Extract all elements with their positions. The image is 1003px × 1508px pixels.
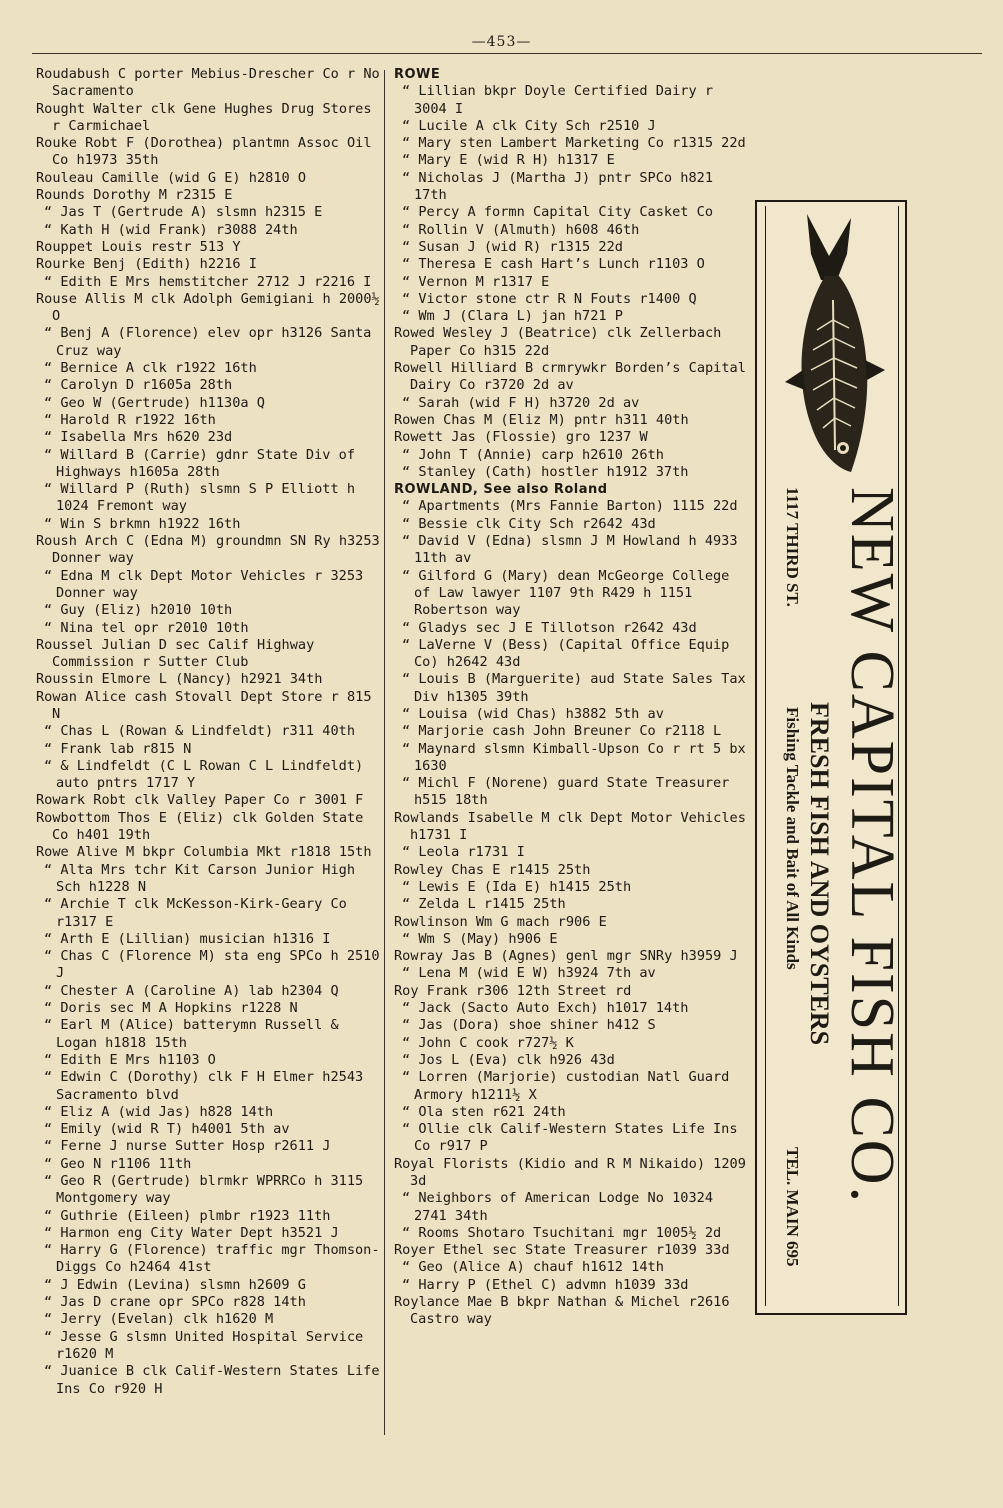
directory-entry: Royer Ethel sec State Treasurer r1039 33d (394, 1242, 730, 1259)
directory-entry: “ Doris sec M A Hopkins r1228 N (44, 1000, 298, 1017)
directory-entry: “ Ola sten r621 24th (402, 1103, 566, 1120)
ad-phone: TEL. MAIN 695 (783, 1147, 802, 1267)
directory-entry: “ Bernice A clk r1922 16th (44, 360, 257, 377)
directory-entry: Roussel Julian D sec Calif Highway Commission r Sutter Club (36, 636, 315, 671)
directory-entry: “ Apartments (Mrs Fannie Barton) 1115 22d (402, 498, 738, 515)
directory-entry: Rouppet Louis restr 513 Y (36, 238, 241, 255)
directory-entry: “ Harold R r1922 16th (44, 411, 216, 428)
fish-icon (777, 210, 887, 480)
directory-entry: “ Harmon eng City Water Dept h3521 J (44, 1224, 339, 1241)
directory-entry: “ Percy A formn Capital City Casket Co (402, 204, 713, 221)
directory-entry: “ John C cook r727½ K (402, 1034, 574, 1051)
directory-entry: “ Gladys sec J E Tillotson r2642 43d (402, 619, 697, 636)
directory-entry: “ Earl M (Alice) batterymn Russell & Logan h1818 15th (44, 1017, 339, 1051)
directory-entry: Rowed Wesley J (Beatrice) clk Zellerbach Paper Co h315 22d (394, 325, 722, 359)
directory-entry: “ Mary sten Lambert Marketing Co r1315 22d (402, 135, 746, 152)
directory-entry: “ Jas D crane opr SPCo r828 14th (44, 1294, 306, 1311)
directory-entry: Rought Walter clk Gene Hughes Drug Stores r Carmichael (36, 100, 372, 134)
directory-entry: “ Wm S (May) h906 E (402, 930, 558, 947)
directory-entry: “ Jas (Dora) shoe shiner h412 S (402, 1017, 656, 1034)
directory-entry: “ Sarah (wid F H) h3720 2d av (402, 394, 640, 411)
directory-entry: “ Ferne J nurse Sutter Hosp r2611 J (44, 1138, 331, 1155)
directory-entry: “ Isabella Mrs h620 23d (44, 429, 233, 446)
directory-entry: “ John T (Annie) carp h2610 26th (402, 446, 664, 463)
ad-tagline: FRESH FISH AND OYSTERS (805, 702, 834, 1046)
directory-entry: “ Jas T (Gertrude A) slsmn h2315 E (44, 204, 323, 221)
ad-company-name: NEW CAPITAL FISH CO. (838, 487, 906, 1205)
directory-entry: “ Eliz A (wid Jas) h828 14th (44, 1103, 274, 1120)
directory-entry: “ Bessie clk City Sch r2642 43d (402, 515, 656, 532)
directory-entry: Rowell Hilliard B crmrywkr Borden’s Capital Dairy Co r3720 2d av (394, 360, 746, 394)
directory-entry: Rowlands Isabelle M clk Dept Motor Vehicles h1731 I (394, 809, 746, 844)
directory-entry: “ J Edwin (Levina) slsmn h2609 G (44, 1276, 306, 1293)
directory-entry: “ Leola r1731 I (402, 844, 525, 861)
directory-entry: “ Chas L (Rowan & Lindfeldt) r311 40th (44, 723, 355, 740)
directory-entry: “ Mary E (wid R H) h1317 E (402, 152, 615, 169)
directory-entry: “ Geo R (Gertrude) blrmkr WPRRCo h 3115 Montgomery way (44, 1173, 364, 1207)
directory-entry: “ Zelda L r1415 25th (402, 896, 566, 913)
directory-entry: “ Emily (wid R T) h4001 5th av (44, 1121, 290, 1138)
directory-entry: “ Theresa E cash Hart’s Lunch r1103 O (402, 256, 705, 273)
advertisement (755, 200, 907, 1315)
directory-entry: “ Arth E (Lillian) musician h1316 I (44, 930, 331, 947)
directory-entry: “ Stanley (Cath) hostler h1912 37th (402, 463, 689, 480)
directory-entry: Rowbottom Thos E (Eliz) clk Golden State Co h401 19th (36, 809, 364, 844)
directory-entry: “ Edna M clk Dept Motor Vehicles r 3253 Donner way (44, 567, 364, 601)
directory-entry: Rouse Allis M clk Adolph Gemigiani h 2000½ O (36, 290, 380, 325)
directory-entry: Rounds Dorothy M r2315 E (36, 187, 233, 204)
directory-entry: “ Wm J (Clara L) jan h721 P (402, 308, 623, 325)
directory-entry: “ Victor stone ctr R N Fouts r1400 Q (402, 290, 697, 307)
ad-address: 1117 THIRD ST. (783, 487, 802, 607)
directory-entry: “ Neighbors of American Lodge No 10324 2741 34th (402, 1190, 713, 1224)
directory-entry: “ Gilford G (Mary) dean McGeorge College of Law lawyer 1107 9th R429 h 1151 Robertson way (402, 567, 730, 619)
directory-entry: “ Frank lab r815 N (44, 740, 192, 757)
ad-text-rotated (762, 487, 906, 1287)
directory-entry: “ Marjorie cash John Breuner Co r2118 L (402, 723, 722, 740)
directory-entry: “ Rooms Shotaro Tsuchitani mgr 1005½ 2d (402, 1224, 722, 1241)
directory-entry: Rowen Chas M (Eliz M) pntr h311 40th (394, 411, 689, 428)
directory-entry: Roy Frank r306 12th Street rd (394, 982, 632, 999)
directory-entry: “ Edwin C (Dorothy) clk F H Elmer h2543 Sacramento blvd (44, 1069, 364, 1103)
directory-entry: Roussin Elmore L (Nancy) h2921 34th (36, 671, 323, 688)
directory-entry: “ LaVerne V (Bess) (Capital Office Equip Co) h2642 43d (402, 636, 730, 671)
directory-entry: “ Harry G (Florence) traffic mgr Thomson-Diggs Co h2464 41st (44, 1242, 380, 1276)
directory-entry: Rouke Robt F (Dorothea) plantmn Assoc Oil Co h1973 35th (36, 135, 372, 169)
directory-entry: “ Willard P (Ruth) slsmn S P Elliott h 1024 Fremont way (44, 481, 355, 515)
directory-entry: “ Lewis E (Ida E) h1415 25th (402, 878, 632, 895)
directory-entry: “ Michl F (Norene) guard State Treasurer h515 18th (402, 775, 730, 809)
directory-entry: Roush Arch C (Edna M) groundmn SN Ry h3253 Donner way (36, 533, 380, 567)
directory-entry: Rowark Robt clk Valley Paper Co r 3001 F (36, 792, 364, 809)
directory-entry: “ Lena M (wid E W) h3924 7th av (402, 965, 656, 982)
directory-entry: “ Lucile A clk City Sch r2510 J (402, 117, 656, 134)
directory-entry: “ Maynard slsmn Kimball-Upson Co r rt 5 bx 1630 (402, 740, 746, 774)
directory-entry: “ Jesse G slsmn United Hospital Service r1620 M (44, 1328, 364, 1362)
directory-entry: “ Louis B (Marguerite) aud State Sales Tax Div h1305 39th (402, 671, 746, 705)
directory-entry: Rouleau Camille (wid G E) h2810 O (36, 169, 307, 186)
directory-entry: Roylance Mae B bkpr Nathan & Michel r2616 Castro way (394, 1294, 730, 1328)
directory-entry: Royal Florists (Kidio and R M Nikaido) 1209 3d (394, 1155, 746, 1189)
directory-entry: “ Chester A (Caroline A) lab h2304 Q (44, 982, 339, 999)
directory-entry: Rowley Chas E r1415 25th (394, 861, 591, 878)
directory-entry: “ Louisa (wid Chas) h3882 5th av (402, 705, 664, 722)
directory-entry: “ Nicholas J (Martha J) pntr SPCo h821 17th (402, 169, 713, 204)
section-heading: ROWLAND, See also Roland (394, 482, 608, 498)
page-number: —453— (471, 34, 532, 50)
directory-entry: “ Jos L (Eva) clk h926 43d (402, 1051, 615, 1068)
header-rule (32, 53, 982, 54)
directory-entry: “ Lillian bkpr Doyle Certified Dairy r 3004 I (402, 83, 713, 117)
section-heading: ROWE (394, 67, 441, 82)
directory-entry: “ Harry P (Ethel C) advmn h1039 33d (402, 1276, 689, 1293)
directory-entry: “ Geo W (Gertrude) h1130a Q (44, 394, 265, 411)
directory-entry: “ Guthrie (Eileen) plmbr r1923 11th (44, 1207, 331, 1224)
directory-entry: “ Jerry (Evelan) clk h1620 M (44, 1311, 274, 1328)
directory-entry: “ Geo (Alice A) chauf h1612 14th (402, 1259, 664, 1276)
directory-entry: “ David V (Edna) slsmn J M Howland h 4933 11th av (402, 533, 738, 567)
directory-entry: “ Carolyn D r1605a 28th (44, 377, 233, 394)
directory-entry: “ Susan J (wid R) r1315 22d (402, 238, 623, 255)
column-divider (384, 70, 385, 1435)
directory-entry: Rowlinson Wm G mach r906 E (394, 913, 607, 930)
directory-entry: “ Lorren (Marjorie) custodian Natl Guard Armory h1211½ X (402, 1069, 730, 1103)
directory-entry: Rowan Alice cash Stovall Dept Store r 815 N (36, 688, 372, 722)
directory-entry: “ Ollie clk Calif-Western States Life Ins Co r917 P (402, 1121, 738, 1155)
directory-entry: “ Alta Mrs tchr Kit Carson Junior High Sch h1228 N (44, 861, 355, 895)
directory-entry: Roudabush C porter Mebius-Drescher Co r No Sacramento (36, 66, 380, 100)
directory-entry: “ Vernon M r1317 E (402, 273, 550, 290)
directory-entry: “ Geo N r1106 11th (44, 1155, 192, 1172)
directory-entry: Rowe Alive M bkpr Columbia Mkt r1818 15th (36, 844, 372, 861)
directory-entry: “ Willard B (Carrie) gdnr State Div of Highways h1605a 28th (44, 446, 355, 480)
directory-entry: “ Benj A (Florence) elev opr h3126 Santa Cruz way (44, 325, 372, 359)
directory-entry: “ Guy (Eliz) h2010 10th (44, 602, 233, 619)
directory-entry: “ Nina tel opr r2010 10th (44, 619, 249, 636)
directory-entry: “ & Lindfeldt (C L Rowan C L Lindfeldt) auto pntrs 1717 Y (44, 757, 364, 792)
directory-entry: “ Archie T clk McKesson-Kirk-Geary Co r1317 E (44, 896, 347, 930)
directory-entry: “ Jack (Sacto Auto Exch) h1017 14th (402, 1000, 689, 1017)
directory-column-right (394, 66, 752, 1329)
directory-entry: Rowett Jas (Flossie) gro 1237 W (394, 429, 648, 446)
ad-products: Fishing Tackle and Bait of All Kinds (783, 707, 802, 970)
directory-column-left (36, 66, 380, 1398)
directory-entry: “ Juanice B clk Calif-Western States Life Ins Co r920 H (44, 1363, 380, 1397)
directory-entry: “ Edith E Mrs h1103 O (44, 1051, 216, 1068)
directory-entry: “ Chas C (Florence M) sta eng SPCo h 2510 J (44, 948, 380, 982)
directory-entry: Rowray Jas B (Agnes) genl mgr SNRy h3959 J (394, 948, 738, 965)
directory-entry: Rourke Benj (Edith) h2216 I (36, 256, 257, 273)
directory-entry: “ Kath H (wid Frank) r3088 24th (44, 221, 298, 238)
directory-entry: “ Win S brkmn h1922 16th (44, 515, 241, 532)
directory-entry: “ Rollin V (Almuth) h608 46th (402, 221, 640, 238)
directory-entry: “ Edith E Mrs hemstitcher 2712 J r2216 I (44, 273, 372, 290)
